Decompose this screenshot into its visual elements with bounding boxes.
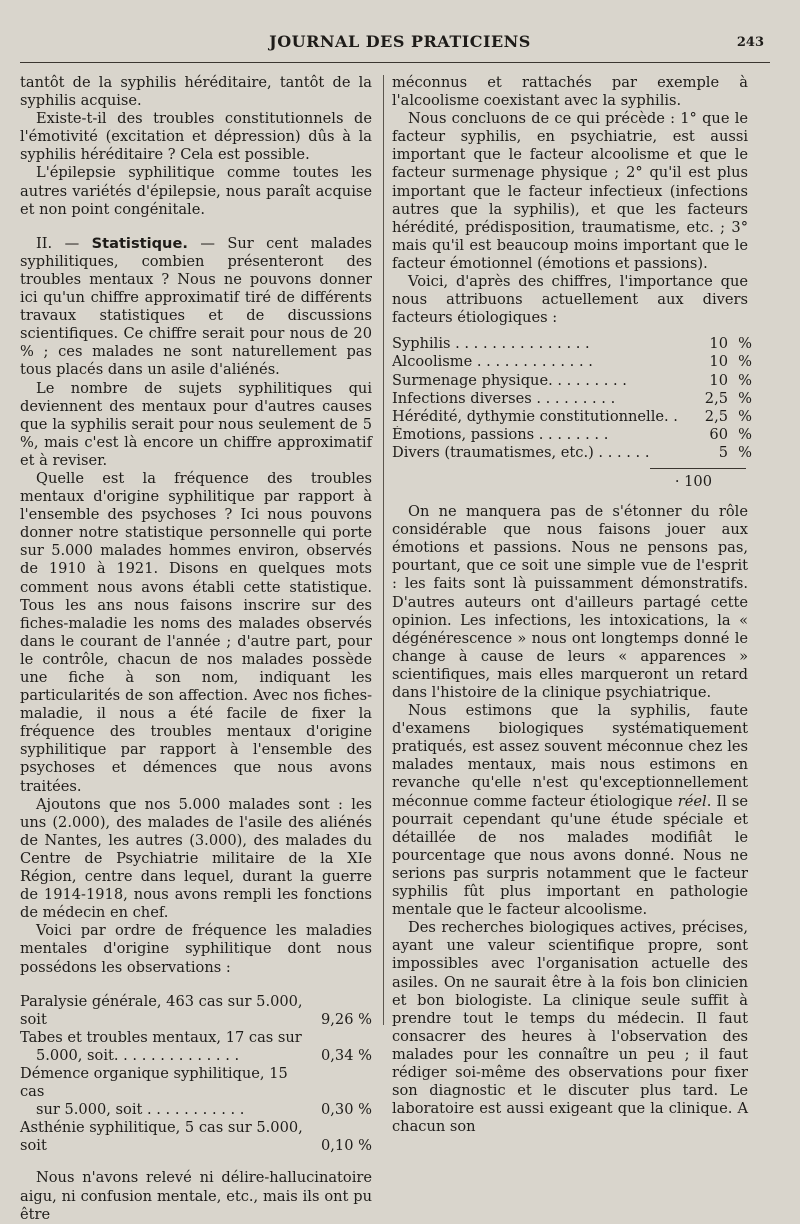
page-header [0,32,800,60]
text-run: Nous estimons que la syphilis, faute d'examens biologiques systématiquement pratiqués, est assez souvent méconnue chez les malades mentaux, mais nous estimons en revanche qu'elle n'est qu'exceptionnellement méconnue comme facteur étiologique [392,702,748,810]
row-value: 0,30 % [321,1101,372,1119]
paragraph: Le nombre de sujets syphilitiques qui deviennent des mentaux pour d'autres causes que la syphilis serait pour nous seulement de 5 %, mais c'est là encore un chiffre approximatif et à reviser. [20,379,372,469]
italic-word: réel [677,792,707,810]
paragraph: Ajoutons que nos 5.000 malades sont : les uns (2.000), des malades de l'asile des aliénés de Nantes, les autres (3.000), des malades du Centre de Psychiatrie militaire de la XIe Région, centre dans lequel, durant la guerre de 1914-1918, nous avons rempli les fonctions de médecin en chef. [20,795,372,922]
table-row [392,444,752,462]
paragraph: tantôt de la syphilis héréditaire, tantôt de la syphilis acquise. [20,74,372,110]
row-label: Surmenage physique. . . . . . . . . [392,371,627,389]
journal-title: JOURNAL DES PRATICIENS [269,32,531,51]
paragraph: Voici par ordre de fréquence les maladies mentales d'origine syphilitique dont nous possédons les observations : [20,922,372,976]
row-value: 2,5 [704,407,728,425]
row-label: sur 5.000, soit . . . . . . . . . . . [36,1101,245,1119]
row-value: 60 [709,425,728,443]
row-label: 5.000, soit. . . . . . . . . . . . . . [36,1046,240,1064]
right-column [392,74,752,1136]
etiology-table [392,335,752,462]
paragraph: On ne manquera pas de s'étonner du rôle considérable que nous faisons jouer aux émotions et passions. Nous ne pensons pas, pourtant, que ce soit une simple vue de l'esprit : les faits sont là puissamment démonstratifs. D'autres auteurs ont d'ailleurs partagé cette opinion. Les infections, les intoxications, la « dégénérescence » nous ont longtemps donné le change à cause de leurs « apparences » scientifiques, mais elles marqueront un retard dans l'histoire de la clinique psychiatrique. [392,503,748,701]
section-text: — Sur cent malades syphilitiques, combien présenteront des troubles mentaux ? Nous ne pouvons donner ici qu'un chiffre approximatif tiré de différents travaux statistiques et de discussions scientifiques. Ce chiffre serait pour nous de 20 % ; ces malades ne sont naturellement pas tous placés dans un asile d'aliénés. [20,234,373,379]
row-unit: % [738,425,752,443]
table-row [392,353,752,371]
paragraph: méconnus et rattachés par exemple à l'alcoolisme coexistant avec la syphilis. [392,74,748,110]
row-value: 0,10 % [321,1137,372,1155]
table-row [20,1065,372,1101]
row-unit: % [738,335,752,353]
paragraph: Des recherches biologiques actives, précises, ayant une valeur scientifique propre, sont impossibles avec l'organisation actuelle des asiles. On ne saurait être à la fois bon clinicien et bon biologiste. La clinique seule suffit à prendre tout le temps du médecin. Il faut consacrer des heures à l'observation des malades pour les connaître un peu ; il faut rédiger soi-même des observations pour fixer son diagnostic et le discuter plus tard. Le laboratoire est aussi exigeant que la clinique. A chacun son [392,919,748,1136]
table-row [392,390,752,408]
section-title: Statistique. [91,234,188,252]
paragraph: L'épilepsie syphilitique comme toutes les autres variétés d'épilepsie, nous paraît acquise et non point congénitale. [20,164,372,218]
row-label: Émotions, passions . . . . . . . . [392,425,609,443]
table-total: · 100 [674,472,712,490]
paragraph: Existe-t-il des troubles constitutionnels de l'émotivité (excitation et dépression) dûs à la syphilis héréditaire ? Cela est possible. [20,110,372,164]
table-row [20,1101,372,1119]
row-unit: % [738,353,752,371]
row-label: Alcoolisme . . . . . . . . . . . . . [392,353,593,371]
row-value: 0,34 % [321,1046,372,1064]
row-unit: % [738,407,752,425]
total-rule [650,468,746,469]
paragraph: Nous concluons de ce qui précède : 1° que le facteur syphilis, en psychiatrie, est aussi important que le facteur alcoolisme et que le facteur surmenage physique ; 2° qu'il est plus important que le facteur infectieux (infections autres que la syphilis), et que les facteurs hérédité, prédisposition, traumatisme, etc. ; 3° mais qu'il est beaucoup moins important que le facteur émotionnel (émotions et passions). [392,110,748,272]
row-label: Infections diverses . . . . . . . . . [392,389,616,407]
syphilis-disease-table [20,993,372,1156]
row-label: Divers (traumatismes, etc.) . . . . . . [392,443,650,461]
table-row [392,335,752,353]
paragraph: Voici, d'après des chiffres, l'importance que nous attribuons actuellement aux divers facteurs étiologiques : [392,273,748,327]
row-value: 10 [709,371,728,389]
row-value: 10 [709,353,728,371]
table-row [20,993,372,1029]
row-label: Hérédité, dythymie constitutionnelle. . [392,407,678,425]
left-column [20,74,372,1224]
paragraph: Quelle est la fréquence des troubles mentaux d'origine syphilitique par rapport à l'ensemble des psychoses ? Ici nous pouvons donner notre statistique personnelle qui porte sur 5.000 malades hommes environ, observés de 1910 à 1921. Disons en quelques mots comment nous avons établi cette statistique. Tous les ans nous faisons inscrire sur des fiches-maladie les noms des malades observés dans le courant de l'année ; d'autre part, pour le contrôle, chacun de nos malades possède une fiche à son nom, indiquant les particularités de son affection. Avec nos fiches-maladie, il nous a été facile de fixer la fréquence des troubles mentaux d'origine syphilitique par rapport à l'ensemble des psychoses et démences que nous avons traitées. [20,469,372,795]
row-label: Tabes et troubles mentaux, 17 cas sur [20,1028,302,1046]
row-label: Asthénie syphilitique, 5 cas sur 5.000, soit [20,1119,303,1155]
table-row [20,1029,372,1047]
row-label: Démence organique syphilitique, 15 cas [20,1064,288,1101]
row-unit: % [738,443,752,461]
text-run: . Il se pourrait cependant qu'une étude spéciale et détaillée de nos malades modifiât le pourcentage que nous avons donné. Nous ne serions pas surpris notamment que le facteur syphilis fût plus important en pathologie mentale que le facteur alcoolisme. [392,792,749,919]
table-row [392,408,752,426]
row-value: 2,5 [704,389,728,407]
page-number: 243 [736,35,764,50]
paragraph: Nous n'avons relevé ni délire-hallucinatoire aigu, ni confusion mentale, etc., mais ils ont pu être [20,1169,372,1223]
section-number: II. — [36,234,80,252]
row-unit: % [738,389,752,407]
row-value: 10 [709,335,728,353]
column-divider [383,75,384,1025]
table-row [392,372,752,390]
header-rule [20,62,770,63]
row-label: Paralysie générale, 463 cas sur 5.000, soit [20,992,303,1028]
table-row [20,1119,372,1155]
table-row [20,1047,372,1065]
section-paragraph [20,235,372,380]
row-value: 9,26 % [321,1010,372,1028]
paragraph [392,702,748,919]
table-row [392,426,752,444]
row-unit: % [738,371,752,389]
row-label: Syphilis . . . . . . . . . . . . . . . [392,335,590,353]
row-value: 5 [718,443,728,461]
